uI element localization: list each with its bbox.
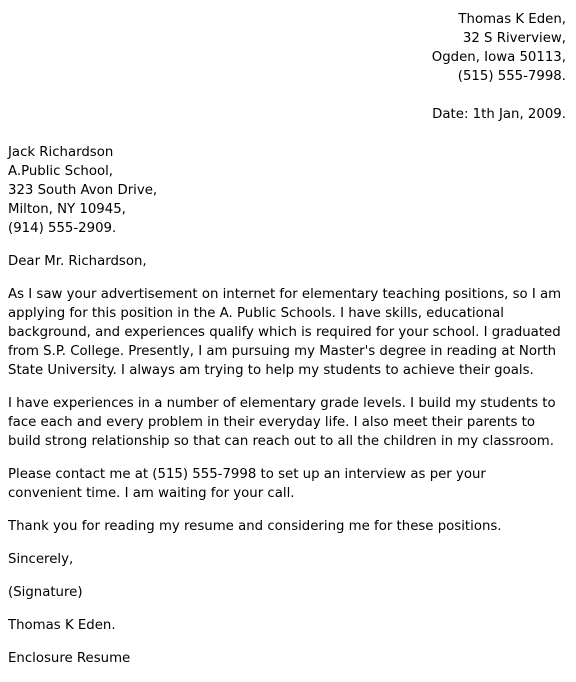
cover-letter <box>8 10 566 682</box>
paragraph-line: convenient time. I am waiting for your call. <box>8 486 295 501</box>
paragraph-line: As I saw your advertisement on internet for elementary teaching positions, so I am <box>8 287 562 302</box>
recipient-name: Jack Richardson <box>8 145 114 160</box>
paragraph-intro <box>8 285 566 380</box>
sender-name: Thomas K Eden, <box>458 12 566 27</box>
closing: Sincerely, <box>8 552 74 567</box>
paragraph-line: I have experiences in a number of elementary grade levels. I build my students to <box>8 396 556 411</box>
paragraph-line: applying for this position in the A. Public Schools. I have skills, educational <box>8 306 505 321</box>
recipient-street: 323 South Avon Drive, <box>8 183 158 198</box>
paragraph-line: build strong relationship so that can reach out to all the children in my classroom. <box>8 434 554 449</box>
recipient-address <box>8 143 566 238</box>
paragraph-line: State University. I always am trying to help my students to achieve their goals. <box>8 363 534 378</box>
paragraph-experience <box>8 394 566 451</box>
signer-name: Thomas K Eden. <box>8 618 116 633</box>
sender-city: Ogden, Iowa 50113, <box>431 50 566 65</box>
sender-street: 32 S Riverview, <box>462 31 566 46</box>
paragraph-thanks <box>8 517 566 536</box>
paragraph-line: face each and every problem in their everyday life. I also meet their parents to <box>8 415 535 430</box>
sender-address <box>8 10 566 86</box>
paragraph-line: from S.P. College. Presently, I am pursuing my Master's degree in reading at North <box>8 344 557 359</box>
salutation: Dear Mr. Richardson, <box>8 254 147 269</box>
paragraph-line: Thank you for reading my resume and considering me for these positions. <box>8 519 502 534</box>
recipient-phone: (914) 555-2909. <box>8 221 117 236</box>
sender-phone: (515) 555-7998. <box>457 69 566 84</box>
paragraph-line: Please contact me at (515) 555-7998 to set up an interview as per your <box>8 467 486 482</box>
letter-date: Date: 1th Jan, 2009. <box>432 107 566 122</box>
paragraph-line: background, and experiences qualify which is required for your school. I graduated <box>8 325 561 340</box>
signature-placeholder: (Signature) <box>8 585 83 600</box>
recipient-city: Milton, NY 10945, <box>8 202 126 217</box>
enclosure-note: Enclosure Resume <box>8 651 131 666</box>
paragraph-contact <box>8 465 566 503</box>
recipient-organization: A.Public School, <box>8 164 114 179</box>
